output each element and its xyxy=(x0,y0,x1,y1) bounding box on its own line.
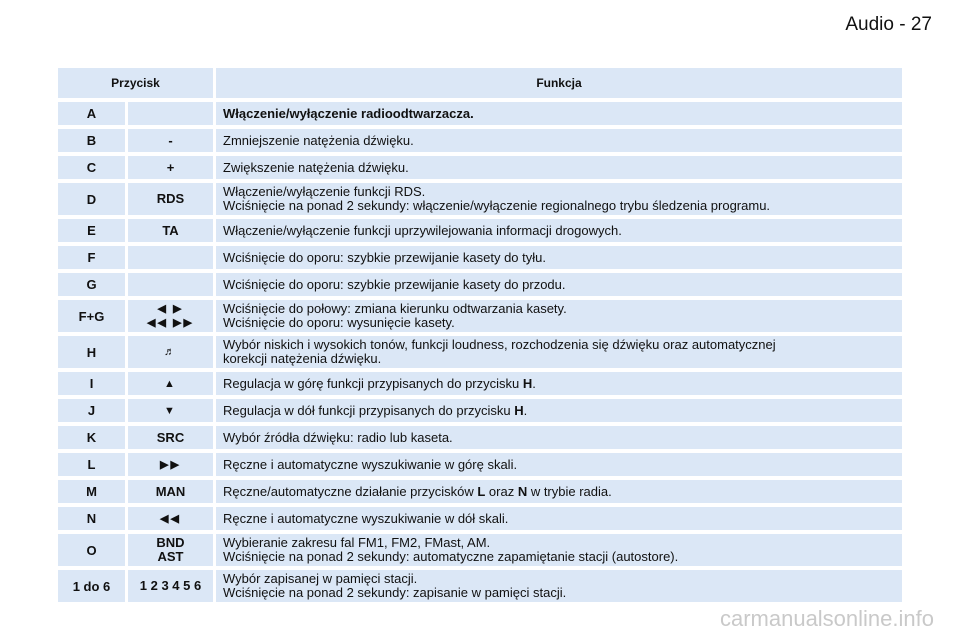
button-symbol-cell: RDS xyxy=(128,183,213,215)
table-row xyxy=(58,129,902,152)
function-description-cell: Wciśnięcie do oporu: szybkie przewijanie kasety do tyłu. xyxy=(216,246,902,269)
button-symbol-cell xyxy=(128,372,213,395)
button-symbol-cell xyxy=(128,453,213,476)
button-symbol-cell: MAN xyxy=(128,480,213,503)
button-symbol-cell: SRC xyxy=(128,426,213,449)
function-description-cell: Ręczne i automatyczne wyszukiwanie w górę skali. xyxy=(216,453,902,476)
table-row xyxy=(58,453,902,476)
function-description-cell: Ręczne i automatyczne wyszukiwanie w dół skali. xyxy=(216,507,902,530)
table-row xyxy=(58,426,902,449)
button-key-cell: L xyxy=(58,453,125,476)
button-symbol-icon: ▲ xyxy=(164,377,177,390)
button-symbol-cell xyxy=(128,246,213,269)
button-key-cell: M xyxy=(58,480,125,503)
button-key-cell: E xyxy=(58,219,125,242)
button-key-cell: F+G xyxy=(58,300,125,332)
button-key-cell: D xyxy=(58,183,125,215)
table-header-row xyxy=(58,68,902,98)
function-description-cell: Zmniejszenie natężenia dźwięku. xyxy=(216,129,902,152)
button-symbol-icon: ◀ ▶ xyxy=(157,303,184,315)
button-symbol-cell: + xyxy=(128,156,213,179)
function-description-cell: Wciśnięcie do oporu: szybkie przewijanie kasety do przodu. xyxy=(216,273,902,296)
button-symbol-cell: BND AST xyxy=(128,534,213,566)
table-row xyxy=(58,372,902,395)
button-key-cell: A xyxy=(58,102,125,125)
button-symbol-cell: TA xyxy=(128,219,213,242)
button-key-cell: H xyxy=(58,336,125,368)
table-row xyxy=(58,183,902,215)
button-key-cell: K xyxy=(58,426,125,449)
table-row xyxy=(58,273,902,296)
button-key-cell: N xyxy=(58,507,125,530)
table-row xyxy=(58,300,902,332)
function-description-cell: Włączenie/wyłączenie radioodtwarzacza. xyxy=(216,102,902,125)
button-symbol-cell xyxy=(128,300,213,332)
function-description-cell: Regulacja w górę funkcji przypisanych do przycisku H. xyxy=(216,372,902,395)
table-row xyxy=(58,570,902,602)
table-row xyxy=(58,156,902,179)
button-symbol-cell: 1 2 3 4 5 6 xyxy=(128,570,213,602)
button-key-cell: J xyxy=(58,399,125,422)
table-row xyxy=(58,480,902,503)
button-symbol-icon: ▼ xyxy=(164,404,177,417)
button-function-table xyxy=(58,68,902,606)
function-description-cell: Ręczne/automatyczne działanie przycisków L oraz N w trybie radia. xyxy=(216,480,902,503)
column-header-function: Funkcja xyxy=(216,68,902,98)
button-key-cell: I xyxy=(58,372,125,395)
button-symbol-cell xyxy=(128,399,213,422)
button-symbol-icon: ◀◀ ▶▶ xyxy=(147,317,194,329)
button-symbol-cell xyxy=(128,102,213,125)
function-description-cell: Wybór zapisanej w pamięci stacji. Wciśnięcie na ponad 2 sekundy: zapisanie w pamięci stacji. xyxy=(216,570,902,602)
button-symbol-cell xyxy=(128,507,213,530)
button-key-cell: C xyxy=(58,156,125,179)
function-description-cell: Zwiększenie natężenia dźwięku. xyxy=(216,156,902,179)
page-number-title: Audio - 27 xyxy=(845,14,932,35)
button-key-cell: O xyxy=(58,534,125,566)
button-key-cell: B xyxy=(58,129,125,152)
function-description-cell: Włączenie/wyłączenie funkcji uprzywilejowania informacji drogowych. xyxy=(216,219,902,242)
function-description-cell: Regulacja w dół funkcji przypisanych do przycisku H. xyxy=(216,399,902,422)
function-description-cell: Wybór źródła dźwięku: radio lub kaseta. xyxy=(216,426,902,449)
button-symbol-icon: ♬ xyxy=(164,346,177,358)
function-description-cell: Wybór niskich i wysokich tonów, funkcji loudness, rozchodzenia się dźwięku oraz automatycznej korekcji natężenia dźwięku. xyxy=(216,336,902,368)
button-key-cell: G xyxy=(58,273,125,296)
function-description-cell: Wybieranie zakresu fal FM1, FM2, FMast, AM. Wciśnięcie na ponad 2 sekundy: automatyczne zapamiętanie stacji (autostore). xyxy=(216,534,902,566)
button-symbol-icon: ▶▶ xyxy=(160,458,181,471)
table-row xyxy=(58,102,902,125)
table-row xyxy=(58,399,902,422)
table-row xyxy=(58,534,902,566)
button-key-cell: F xyxy=(58,246,125,269)
button-symbol-cell: - xyxy=(128,129,213,152)
table-row xyxy=(58,336,902,368)
button-symbol-cell xyxy=(128,336,213,368)
column-header-button: Przycisk xyxy=(58,68,213,98)
function-description-cell: Wciśnięcie do połowy: zmiana kierunku odtwarzania kasety. Wciśnięcie do oporu: wysunięcie kasety. xyxy=(216,300,902,332)
table-row xyxy=(58,219,902,242)
table-row xyxy=(58,246,902,269)
table-row xyxy=(58,507,902,530)
button-key-cell: 1 do 6 xyxy=(58,570,125,602)
button-symbol-icon: ◀◀ xyxy=(160,512,181,525)
button-symbol-cell xyxy=(128,273,213,296)
function-description-cell: Włączenie/wyłączenie funkcji RDS. Wciśnięcie na ponad 2 sekundy: włączenie/wyłączenie regionalnego trybu śledzenia programu. xyxy=(216,183,902,215)
watermark: carmanualsonline.info xyxy=(719,606,934,631)
